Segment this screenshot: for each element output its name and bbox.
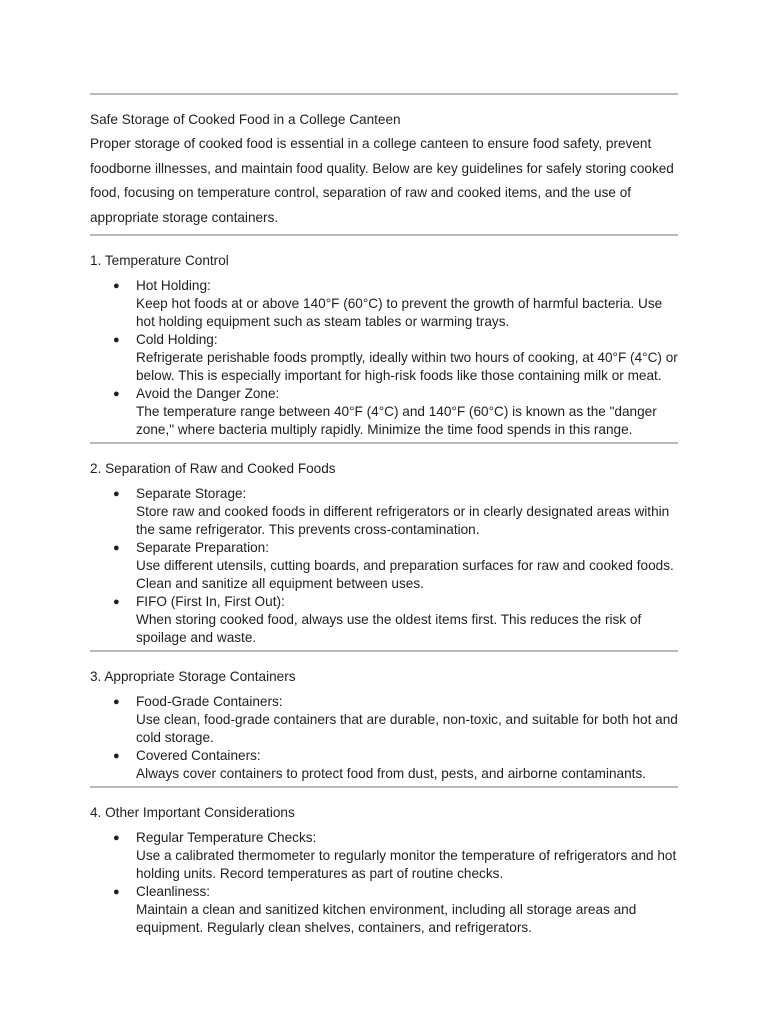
item-text: Use a calibrated thermometer to regularly monitor the temperature of refrigerators and hot holding units. Record temperatures as part of routine checks.: [136, 848, 677, 881]
item-text: Store raw and cooked foods in different refrigerators or in clearly designated areas within the same refrigerator. This prevents cross-contamination.: [136, 504, 670, 537]
item-title: Hot Holding:: [136, 278, 211, 293]
item-text: Always cover containers to protect food from dust, pests, and airborne contaminants.: [136, 766, 647, 781]
bullet-icon: ●: [113, 750, 120, 762]
item-title: Regular Temperature Checks:: [136, 830, 317, 845]
bullet-list: [90, 693, 678, 783]
item-text: Use clean, food-grade containers that are durable, non-toxic, and suitable for both hot and cold storage.: [136, 712, 678, 745]
bullet-icon: ●: [113, 596, 120, 608]
bullet-icon: ●: [113, 886, 120, 898]
item-text: The temperature range between 40°F (4°C) and 140°F (60°C) is known as the "danger zone," where bacteria multiply rapidly. Minimize the time food spends in this range.: [136, 404, 657, 437]
bullet-icon: ●: [113, 388, 120, 400]
list-item: [90, 385, 678, 439]
item-text: Refrigerate perishable foods promptly, ideally within two hours of cooking, at 40°F (4°C) or below. This is especially important for high-risk foods like those containing milk or meat.: [136, 350, 678, 383]
bullet-icon: ●: [113, 488, 120, 500]
item-title: Covered Containers:: [136, 748, 261, 763]
list-item: [90, 539, 678, 593]
list-item: [90, 747, 678, 783]
section-heading: 3. Appropriate Storage Containers: [90, 669, 296, 684]
list-item: [90, 593, 678, 647]
list-item: [90, 829, 678, 883]
list-item: [90, 331, 678, 385]
bullet-list: [90, 829, 678, 937]
item-text: Keep hot foods at or above 140°F (60°C) to prevent the growth of harmful bacteria. Use hot holding equipment such as steam tables or warming trays.: [136, 296, 663, 329]
document-title: Safe Storage of Cooked Food in a College Canteen: [90, 112, 401, 127]
item-title: Food-Grade Containers:: [136, 694, 283, 709]
item-text: Maintain a clean and sanitized kitchen environment, including all storage areas and equipment. Regularly clean shelves, containers, and refrigerators.: [136, 902, 637, 935]
item-title: Separate Storage:: [136, 486, 247, 501]
bullet-icon: ●: [113, 542, 120, 554]
bullet-icon: ●: [113, 696, 120, 708]
document-page: [90, 93, 678, 940]
section-separation: [90, 444, 678, 650]
section-heading: 4. Other Important Considerations: [90, 805, 295, 820]
list-item: [90, 485, 678, 539]
item-text: When storing cooked food, always use the oldest items first. This reduces the risk of spoilage and waste.: [136, 612, 642, 645]
section-heading: 1. Temperature Control: [90, 253, 229, 268]
bullet-icon: ●: [113, 832, 120, 844]
bullet-list: [90, 277, 678, 439]
item-title: FIFO (First In, First Out):: [136, 594, 285, 609]
section-heading: 2. Separation of Raw and Cooked Foods: [90, 461, 336, 476]
list-item: [90, 277, 678, 331]
item-title: Separate Preparation:: [136, 540, 270, 555]
bullet-list: [90, 485, 678, 647]
intro-paragraph: Proper storage of cooked food is essential in a college canteen to ensure food safety, prevent foodborne illnesses, and maintain food quality. Below are key guidelines for safely storing cooked food, focusing on temperature control, separation of raw and cooked items, and the use of appropriate storage containers.: [90, 136, 674, 225]
item-title: Cleanliness:: [136, 884, 211, 899]
section-temperature-control: [90, 236, 678, 442]
item-title: Cold Holding:: [136, 332, 218, 347]
list-item: [90, 693, 678, 747]
list-item: [90, 883, 678, 937]
section-storage-containers: [90, 652, 678, 786]
section-other-considerations: [90, 788, 678, 940]
item-text: Use different utensils, cutting boards, and preparation surfaces for raw and cooked foods. Clean and sanitize all equipment between uses.: [136, 558, 674, 591]
top-divider: [90, 93, 678, 95]
bullet-icon: ●: [113, 280, 120, 292]
bullet-icon: ●: [113, 334, 120, 346]
item-title: Avoid the Danger Zone:: [136, 386, 280, 401]
